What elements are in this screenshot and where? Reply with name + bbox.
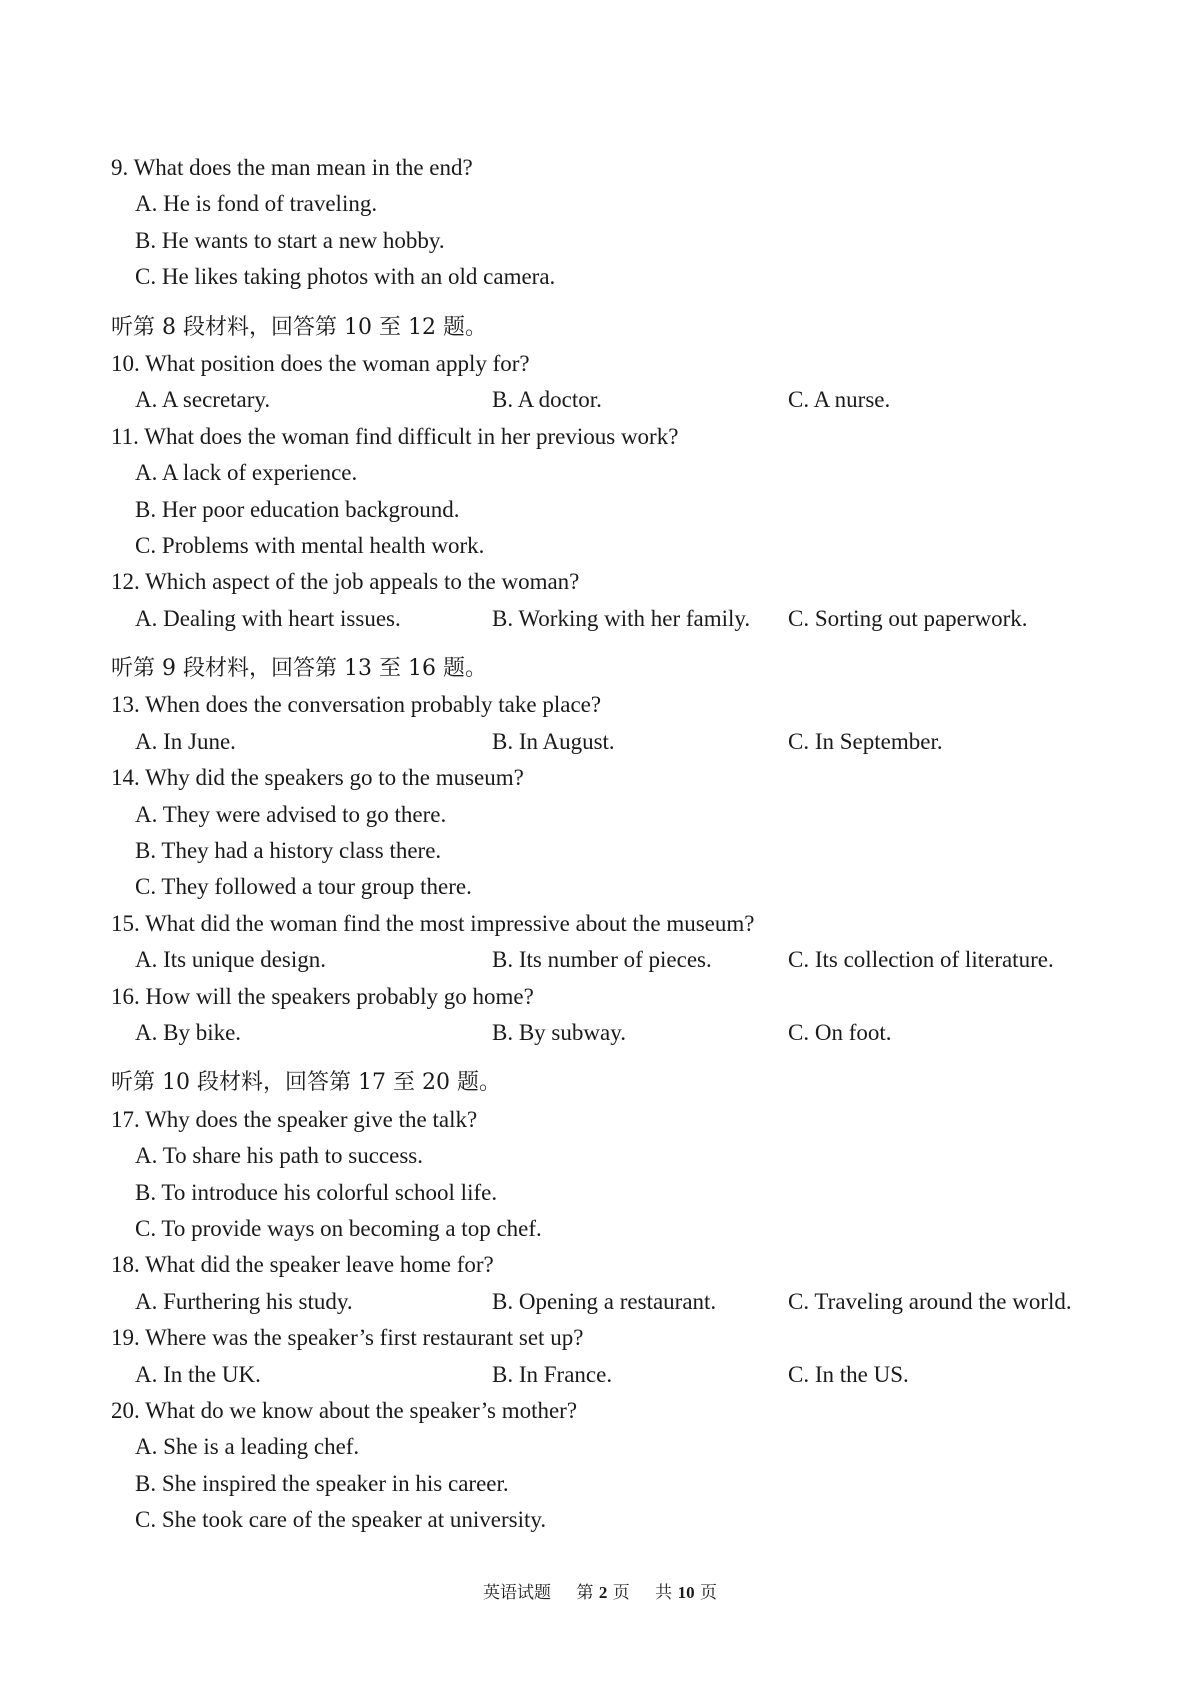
question-13-stem: 13. When does the conversation probably take place? — [111, 692, 602, 718]
question-13-option-b: B. In August. — [492, 728, 615, 754]
question-16-option-c: C. On foot. — [788, 1019, 892, 1045]
question-16-options — [111, 1015, 1111, 1051]
question-9-option-a: A. He is fond of traveling. — [135, 191, 378, 217]
question-11-option-b: B. Her poor education background. — [135, 496, 460, 522]
question-13-option-a: A. In June. — [135, 728, 236, 754]
exam-content — [111, 150, 1111, 1538]
question-15-stem: 15. What did the woman find the most impressive about the museum? — [111, 910, 755, 936]
question-17-option-c: C. To provide ways on becoming a top chef. — [135, 1215, 542, 1241]
question-18-option-c: C. Traveling around the world. — [788, 1288, 1072, 1314]
question-20-stem: 20. What do we know about the speaker’s mother? — [111, 1397, 578, 1423]
question-14-stem: 14. Why did the speakers go to the museum? — [111, 765, 524, 791]
question-16-option-a: A. By bike. — [135, 1019, 242, 1045]
question-10-options — [111, 382, 1111, 418]
question-15-option-a: A. Its unique design. — [135, 947, 327, 973]
question-16-stem: 16. How will the speakers probably go home? — [111, 983, 534, 1009]
page-footer — [0, 1578, 1200, 1603]
question-15-option-c: C. Its collection of literature. — [788, 947, 1054, 973]
question-16-option-b: B. By subway. — [492, 1019, 626, 1045]
question-19-option-c: C. In the US. — [788, 1361, 909, 1387]
question-19-options — [111, 1357, 1111, 1393]
question-11-stem: 11. What does the woman find difficult in her previous work? — [111, 423, 679, 449]
footer-subject: 英语试题 — [483, 1583, 552, 1603]
footer-page-suffix: 页 — [612, 1583, 630, 1603]
question-15-options — [111, 942, 1111, 978]
section-8-heading: 听第 8 段材料，回答第 10 至 12 题。 — [111, 314, 487, 340]
question-20-option-b: B. She inspired the speaker in his career. — [135, 1470, 509, 1496]
question-12-stem: 12. Which aspect of the job appeals to the woman? — [111, 569, 580, 595]
question-10-option-a: A. A secretary. — [135, 387, 271, 413]
question-13-options — [111, 724, 1111, 760]
question-12-options — [111, 601, 1111, 637]
question-9-option-c: C. He likes taking photos with an old camera. — [135, 264, 556, 290]
question-12-option-c: C. Sorting out paperwork. — [788, 605, 1028, 631]
question-17-stem: 17. Why does the speaker give the talk? — [111, 1106, 478, 1132]
question-15-option-b: B. Its number of pieces. — [492, 947, 712, 973]
footer-total-suffix: 页 — [699, 1583, 717, 1603]
footer-page-indicator — [576, 1583, 629, 1603]
question-10-stem: 10. What position does the woman apply for? — [111, 350, 530, 376]
question-17-option-b: B. To introduce his colorful school life. — [135, 1179, 498, 1205]
question-20-option-a: A. She is a leading chef. — [135, 1434, 360, 1460]
question-10-option-c: C. A nurse. — [788, 387, 891, 413]
question-12-option-b: B. Working with her family. — [492, 605, 751, 631]
footer-total-prefix: 共 — [655, 1583, 673, 1603]
question-18-options — [111, 1284, 1111, 1320]
question-18-stem: 18. What did the speaker leave home for? — [111, 1252, 494, 1278]
question-19-option-a: A. In the UK. — [135, 1361, 261, 1387]
question-17-option-a: A. To share his path to success. — [135, 1143, 423, 1169]
question-14-option-c: C. They followed a tour group there. — [135, 874, 472, 900]
question-9-stem: 9. What does the man mean in the end? — [111, 155, 473, 180]
footer-total-pages: 10 — [677, 1583, 695, 1602]
section-10-heading: 听第 10 段材料，回答第 17 至 20 题。 — [111, 1070, 501, 1096]
question-11-option-c: C. Problems with mental health work. — [135, 532, 485, 558]
question-11-option-a: A. A lack of experience. — [135, 460, 358, 486]
question-19-stem: 19. Where was the speaker’s first restaurant set up? — [111, 1325, 584, 1351]
footer-page-number: 2 — [598, 1583, 608, 1602]
question-13-option-c: C. In September. — [788, 728, 943, 754]
question-12-option-a: A. Dealing with heart issues. — [135, 605, 401, 631]
question-9-option-b: B. He wants to start a new hobby. — [135, 227, 445, 253]
question-20-option-c: C. She took care of the speaker at university. — [135, 1507, 547, 1533]
question-14-option-b: B. They had a history class there. — [135, 838, 442, 864]
question-18-option-a: A. Furthering his study. — [135, 1288, 353, 1314]
question-10-option-b: B. A doctor. — [492, 387, 602, 413]
section-9-heading: 听第 9 段材料，回答第 13 至 16 题。 — [111, 656, 487, 682]
question-19-option-b: B. In France. — [492, 1361, 613, 1387]
question-14-option-a: A. They were advised to go there. — [135, 801, 447, 827]
question-18-option-b: B. Opening a restaurant. — [492, 1288, 717, 1314]
footer-total-indicator — [655, 1583, 717, 1603]
footer-page-prefix: 第 — [576, 1583, 594, 1603]
